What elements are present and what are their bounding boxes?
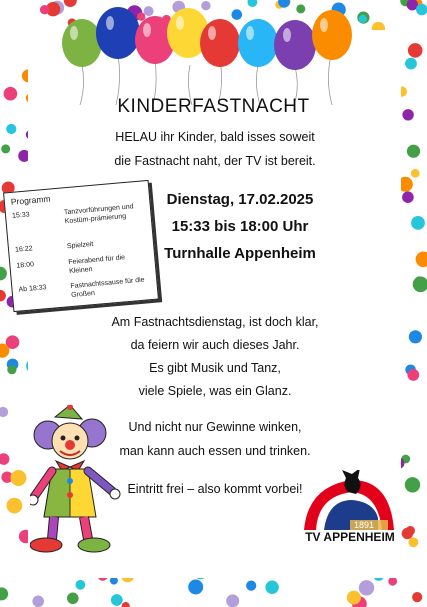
event-time: 15:33 bis 18:00 Uhr: [171, 218, 309, 235]
confetti-dot: [226, 594, 239, 607]
verse-line-5: Und nicht nur Gewinne winken,: [128, 420, 302, 434]
program-time: 18:00: [16, 261, 35, 270]
balloons-illustration: [60, 5, 360, 105]
confetti-dot: [40, 5, 49, 14]
confetti-dot: [407, 145, 420, 158]
confetti-dot: [122, 602, 130, 607]
program-title: Programm: [10, 193, 51, 207]
verse-line-2: da feiern wir auch dieses Jahr.: [130, 338, 300, 352]
program-desc: Feierabend für die Kleinen: [68, 254, 126, 276]
confetti-dot: [388, 577, 397, 586]
program-desc: Tanzvorführungen und Kostüm-prämierung: [63, 203, 134, 226]
verse-line-3: Es gibt Musik und Tanz,: [149, 361, 281, 375]
confetti-dot: [246, 581, 256, 591]
verse-line-1: Am Fastnachtsdienstag, ist doch klar,: [111, 315, 319, 329]
program-desc: Fastnachtssause für die Großen: [70, 276, 145, 300]
confetti-dot: [10, 470, 26, 486]
intro-line-2: die Fastnacht naht, der TV ist bereit.: [114, 154, 316, 168]
confetti-dot: [405, 477, 420, 492]
confetti-dot: [402, 528, 413, 539]
program-row: [18, 275, 151, 300]
confetti-dot: [402, 191, 414, 203]
clown-illustration: [30, 405, 135, 555]
confetti-dot: [411, 216, 425, 230]
program-time: Ab 18:33: [18, 284, 47, 294]
program-time: 16:22: [14, 245, 33, 254]
confetti-dot: [347, 591, 361, 605]
program-desc: Spielzeit: [66, 240, 94, 251]
confetti-dot: [32, 596, 44, 607]
confetti-dot: [265, 581, 278, 594]
logo-year: 1891: [354, 520, 375, 530]
confetti-dot: [407, 369, 419, 381]
program-time: 15:33: [11, 211, 30, 220]
confetti-dot: [0, 407, 8, 417]
verse-line-4: viele Spiele, was ein Glanz.: [138, 384, 292, 398]
confetti-dot: [409, 537, 419, 547]
verse-line-6: man kann auch essen und trinken.: [119, 444, 311, 458]
intro-line-1: HELAU ihr Kinder, bald isses soweit: [115, 130, 315, 144]
confetti-dot: [0, 453, 9, 465]
confetti-dot: [0, 587, 8, 600]
confetti-dot: [411, 169, 420, 178]
program-card: [3, 180, 159, 312]
confetti-dot: [111, 594, 123, 606]
confetti-dot: [416, 251, 427, 267]
program-row: [16, 251, 149, 276]
confetti-dot: [359, 580, 374, 595]
confetti-dot: [405, 58, 417, 70]
confetti-dot: [67, 593, 79, 605]
confetti-dot: [6, 498, 22, 514]
confetti-dot: [1, 144, 10, 153]
confetti-dot: [7, 365, 16, 374]
confetti-dot: [76, 580, 86, 590]
confetti-dot: [413, 277, 427, 293]
confetti-dot: [409, 330, 422, 343]
event-location: Turnhalle Appenheim: [164, 245, 316, 262]
confetti-dot: [412, 592, 422, 602]
confetti-dot: [0, 267, 7, 281]
confetti-dot: [188, 580, 203, 595]
event-date: Dienstag, 17.02.2025: [166, 191, 314, 208]
logo-name: TV APPENHEIM: [305, 530, 395, 544]
closing-line: Eintritt frei – also kommt vorbei!: [127, 482, 303, 496]
confetti-dot: [408, 43, 423, 58]
confetti-dot: [0, 290, 6, 302]
confetti-dot: [6, 124, 16, 134]
program-row: [14, 235, 148, 254]
poster-title: KINDERFASTNACHT: [117, 96, 310, 117]
